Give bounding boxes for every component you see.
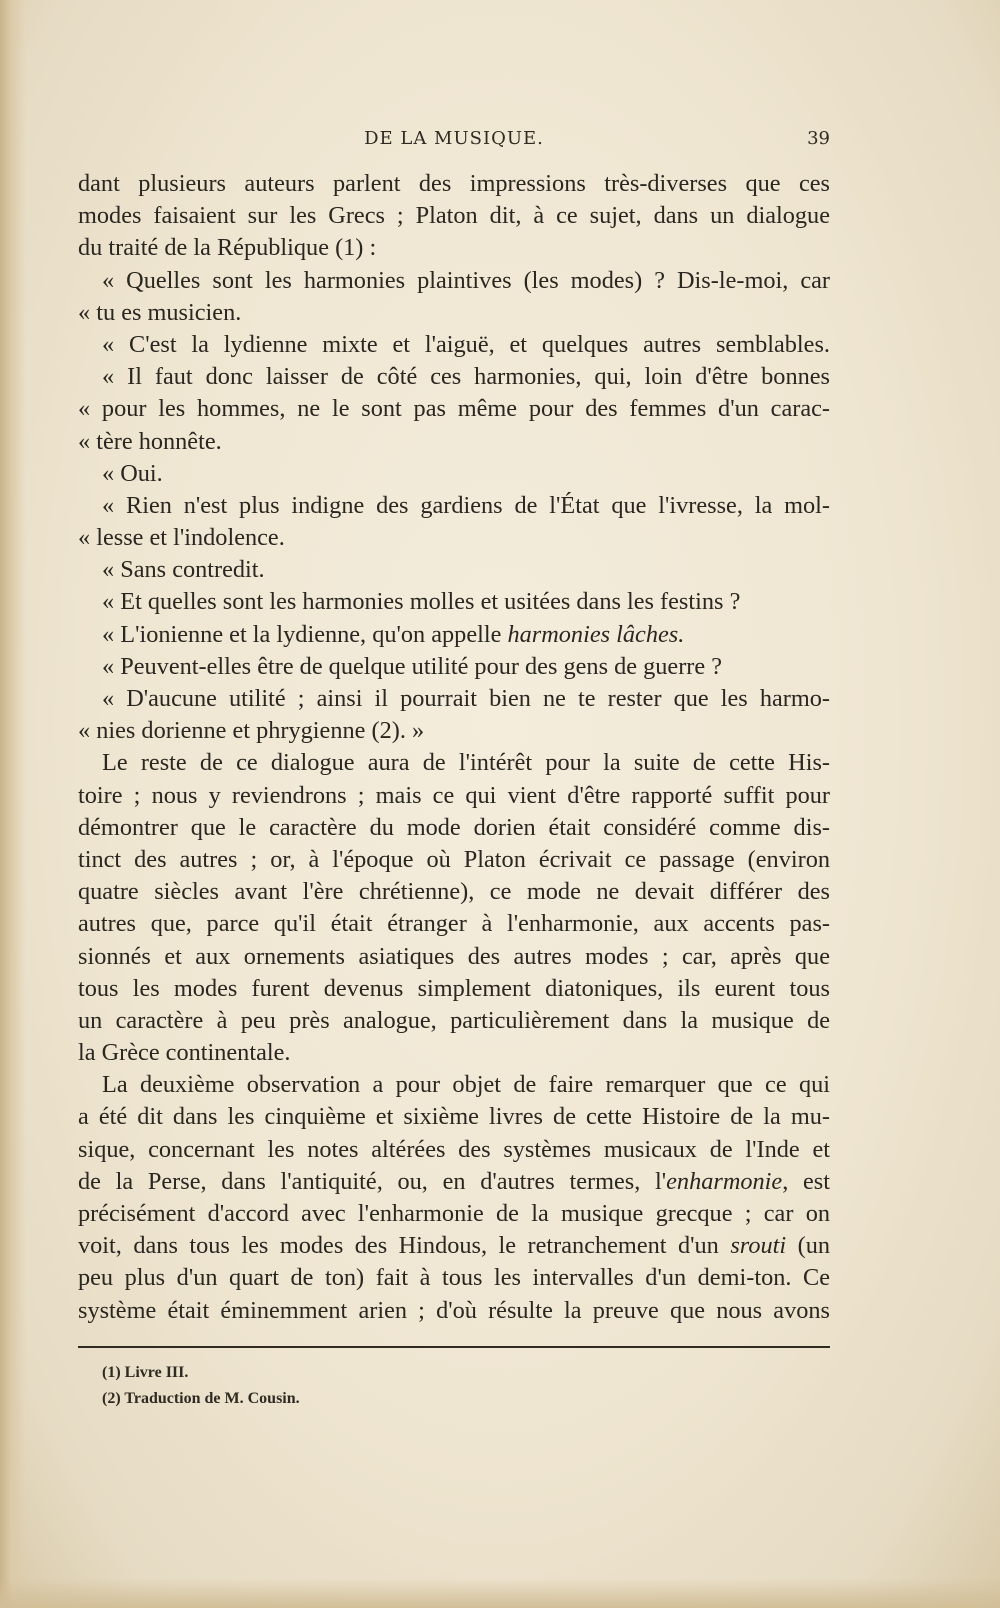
text-line: « Quelles sont les harmonies plaintives (les modes) ? Dis-le-moi, car xyxy=(102,266,830,294)
text-line: Le reste de ce dialogue aura de l'intérêt pour la suite de cette His- xyxy=(102,749,830,777)
italic-text: srouti xyxy=(730,1232,787,1260)
text-line: « Et quelles sont les harmonies molles et usitées dans les festins ? xyxy=(102,588,741,616)
text-segment: , est xyxy=(782,1167,830,1195)
text-line: dant plusieurs auteurs parlent des impressions très-diverses que ces xyxy=(78,170,830,197)
text-segment: voit, dans tous les modes des Hindous, le retranchement d'un xyxy=(78,1232,731,1260)
text-line: « tu es musicien. xyxy=(78,298,242,326)
text-line: précisément d'accord avec l'enharmonie de la musique grecque ; car on xyxy=(78,1200,830,1227)
text-line: tous les modes furent devenus simplement diatoniques, ils eurent tous xyxy=(78,974,830,1002)
text-line: « D'aucune utilité ; ainsi il pourrait bien ne te rester que les harmo- xyxy=(102,685,830,712)
footnotes xyxy=(102,1360,300,1412)
footnote-1: (1) Livre III. xyxy=(102,1364,189,1381)
text-line: La deuxième observation a pour objet de faire remarquer que ce qui xyxy=(102,1071,830,1099)
text-line xyxy=(78,1166,830,1198)
text-line: système était éminemment arien ; d'où résulte la preuve que nous avons xyxy=(78,1296,830,1324)
text-line: toire ; nous y reviendrons ; mais ce qui vient d'être rapporté suffit pour xyxy=(78,781,830,809)
italic-text: harmonies lâches. xyxy=(507,620,685,648)
text-segment: de la Perse, dans l'antiquité, ou, en d'autres termes, l' xyxy=(78,1167,667,1195)
footnote-rule xyxy=(78,1346,830,1348)
text-line: un caractère à peu près analogue, particulièrement dans la musique de xyxy=(78,1006,830,1034)
page-number: 39 xyxy=(807,128,830,149)
text-line: « Oui. xyxy=(102,459,163,487)
text-line: la Grèce continentale. xyxy=(78,1039,291,1067)
text-line: tinct des autres ; or, à l'époque où Platon écrivait ce passage (environ xyxy=(78,845,830,873)
text-segment: « L'ionienne et la lydienne, qu'on appelle xyxy=(102,620,508,648)
text-line: démontrer que le caractère du mode dorien était considéré comme dis- xyxy=(78,813,830,841)
text-line: « pour les hommes, ne le sont pas même pour des femmes d'un carac- xyxy=(78,395,830,423)
text-line: autres que, parce qu'il était étranger à l'enharmonie, aux accents pas- xyxy=(78,910,830,938)
text-line: « nies dorienne et phrygienne (2). » xyxy=(78,717,425,745)
body-text xyxy=(78,168,830,1327)
footnote-2: (2) Traduction de M. Cousin. xyxy=(102,1390,300,1407)
text-segment: (un xyxy=(786,1232,830,1260)
text-line xyxy=(78,619,830,651)
text-line: « Sans contredit. xyxy=(102,556,265,584)
text-line xyxy=(78,1230,830,1262)
text-line: a été dit dans les cinquième et sixième livres de cette Histoire de la mu- xyxy=(78,1103,830,1131)
page-edge-shadow xyxy=(0,0,26,1608)
text-line: modes faisaient sur les Grecs ; Platon dit, à ce sujet, dans un dialogue xyxy=(78,202,830,230)
text-line: « lesse et l'indolence. xyxy=(78,524,285,552)
text-line: « Rien n'est plus indigne des gardiens de l'État que l'ivresse, la mol- xyxy=(102,491,830,519)
text-line: peu plus d'un quart de ton) fait à tous les intervalles d'un demi-ton. Ce xyxy=(78,1264,830,1292)
text-line: « Il faut donc laisser de côté ces harmonies, qui, loin d'être bonnes xyxy=(102,363,830,391)
text-line: « C'est la lydienne mixte et l'aiguë, et quelques autres semblables. xyxy=(102,330,830,358)
text-line: sique, concernant les notes altérées des systèmes musicaux de l'Inde et xyxy=(78,1135,830,1163)
text-line: quatre siècles avant l'ère chrétienne), ce mode ne devait différer des xyxy=(78,878,830,906)
text-line: « tère honnête. xyxy=(78,427,222,455)
italic-text: enharmonie xyxy=(666,1167,783,1195)
page-header xyxy=(78,124,830,154)
running-head: DE LA MUSIQUE. xyxy=(364,128,544,149)
text-line: « Peuvent-elles être de quelque utilité pour des gens de guerre ? xyxy=(102,652,723,680)
text-line: sionnés et aux ornements asiatiques des autres modes ; car, après que xyxy=(78,942,830,970)
page-bottom-shadow xyxy=(0,1578,1000,1608)
text-line: du traité de la République (1) : xyxy=(78,234,377,262)
